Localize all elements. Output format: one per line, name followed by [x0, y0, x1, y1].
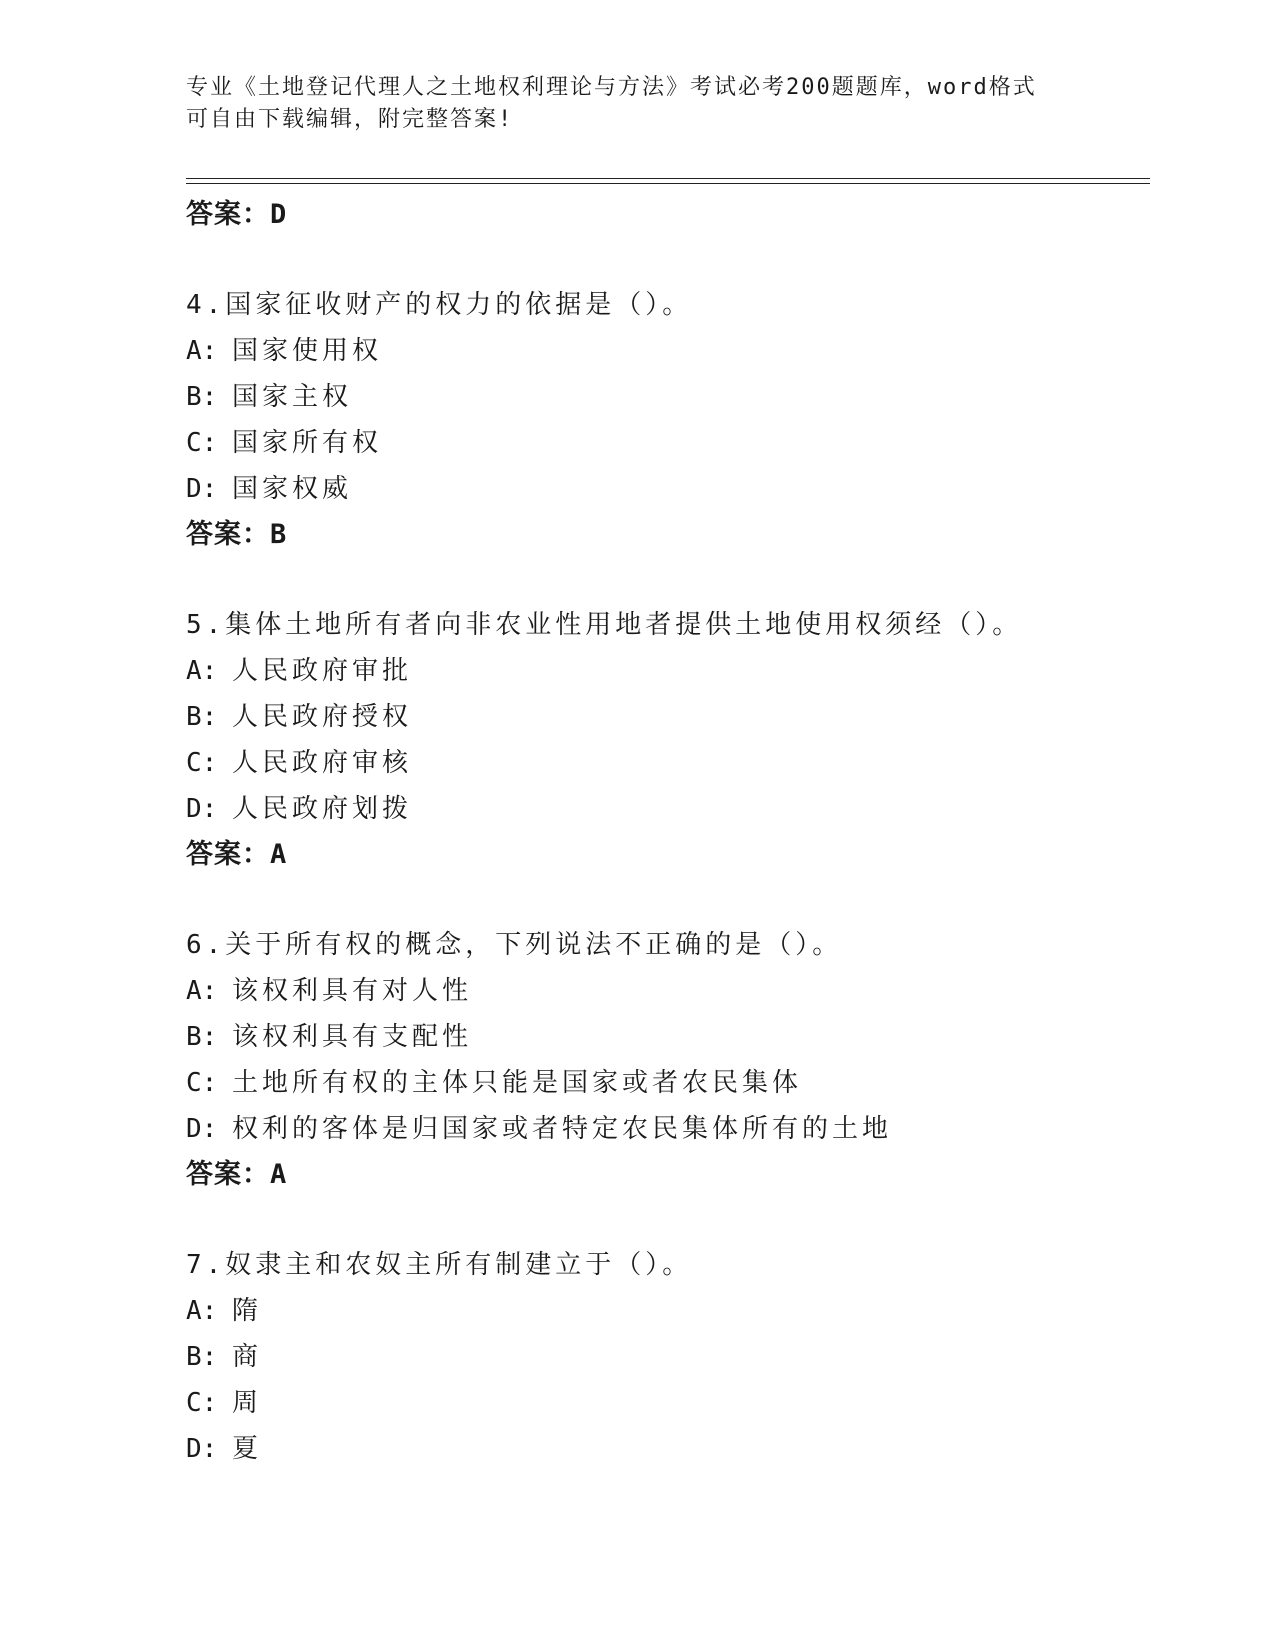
- header-line-2: 可自由下载编辑，附完整答案!: [186, 107, 514, 132]
- option-item: [186, 1288, 1146, 1334]
- option-item: [186, 648, 1146, 694]
- option-text: 隋: [232, 1296, 263, 1326]
- option-letter: A:: [186, 1296, 218, 1326]
- option-item: [186, 420, 1146, 466]
- option-text: 国家权威: [232, 474, 353, 504]
- option-text: 土地所有权的主体只能是国家或者农民集体: [232, 1068, 803, 1098]
- option-letter: A:: [186, 656, 218, 686]
- option-letter: B:: [186, 382, 218, 412]
- option-letter: A:: [186, 976, 218, 1006]
- option-item: [186, 1380, 1146, 1426]
- option-item: [186, 694, 1146, 740]
- option-letter: B:: [186, 1342, 218, 1372]
- option-letter: C:: [186, 748, 218, 778]
- question-text: 7.奴隶主和农奴主所有制建立于（）。: [186, 1250, 693, 1280]
- question-list: [186, 192, 1146, 1472]
- option-text: 周: [232, 1388, 263, 1418]
- option-letter: D:: [186, 794, 218, 824]
- question-text: 5.集体土地所有者向非农业性用地者提供土地使用权须经（）。: [186, 610, 1023, 640]
- option-text: 夏: [232, 1434, 263, 1464]
- option-letter: C:: [186, 428, 218, 458]
- document-header: [186, 72, 1066, 136]
- option-text: 国家使用权: [232, 336, 383, 366]
- header-divider-bottom: [186, 183, 1150, 184]
- option-item: [186, 786, 1146, 832]
- option-text: 人民政府审批: [232, 656, 413, 686]
- option-text: 人民政府审核: [232, 748, 413, 778]
- option-item: [186, 1426, 1146, 1472]
- option-item: [186, 466, 1146, 512]
- option-letter: D:: [186, 1114, 218, 1144]
- option-text: 商: [232, 1342, 263, 1372]
- option-text: 人民政府划拨: [232, 794, 413, 824]
- answer-line: 答案：B: [186, 519, 288, 550]
- option-letter: B:: [186, 702, 218, 732]
- option-letter: A:: [186, 336, 218, 366]
- option-item: [186, 374, 1146, 420]
- option-letter: D:: [186, 474, 218, 504]
- option-item: [186, 1014, 1146, 1060]
- question-text: 6.关于所有权的概念，下列说法不正确的是（）。: [186, 930, 843, 960]
- answer-line: 答案：A: [186, 1159, 288, 1190]
- option-item: [186, 968, 1146, 1014]
- question-text: 4.国家征收财产的权力的依据是（）。: [186, 290, 693, 320]
- option-letter: B:: [186, 1022, 218, 1052]
- header-divider-top: [186, 178, 1150, 179]
- option-text: 人民政府授权: [232, 702, 413, 732]
- option-letter: C:: [186, 1388, 218, 1418]
- option-item: [186, 740, 1146, 786]
- option-item: [186, 1334, 1146, 1380]
- option-text: 国家主权: [232, 382, 353, 412]
- option-letter: D:: [186, 1434, 218, 1464]
- option-item: [186, 1060, 1146, 1106]
- option-item: [186, 1106, 1146, 1152]
- answer-line: 答案：D: [186, 199, 288, 230]
- option-text: 该权利具有对人性: [232, 976, 473, 1006]
- header-line-1: 专业《土地登记代理人之土地权利理论与方法》考试必考200题题库，word格式: [186, 75, 1037, 100]
- option-item: [186, 328, 1146, 374]
- option-letter: C:: [186, 1068, 218, 1098]
- option-text: 权利的客体是归国家或者特定农民集体所有的土地: [232, 1114, 893, 1144]
- option-text: 该权利具有支配性: [232, 1022, 473, 1052]
- answer-line: 答案：A: [186, 839, 288, 870]
- option-text: 国家所有权: [232, 428, 383, 458]
